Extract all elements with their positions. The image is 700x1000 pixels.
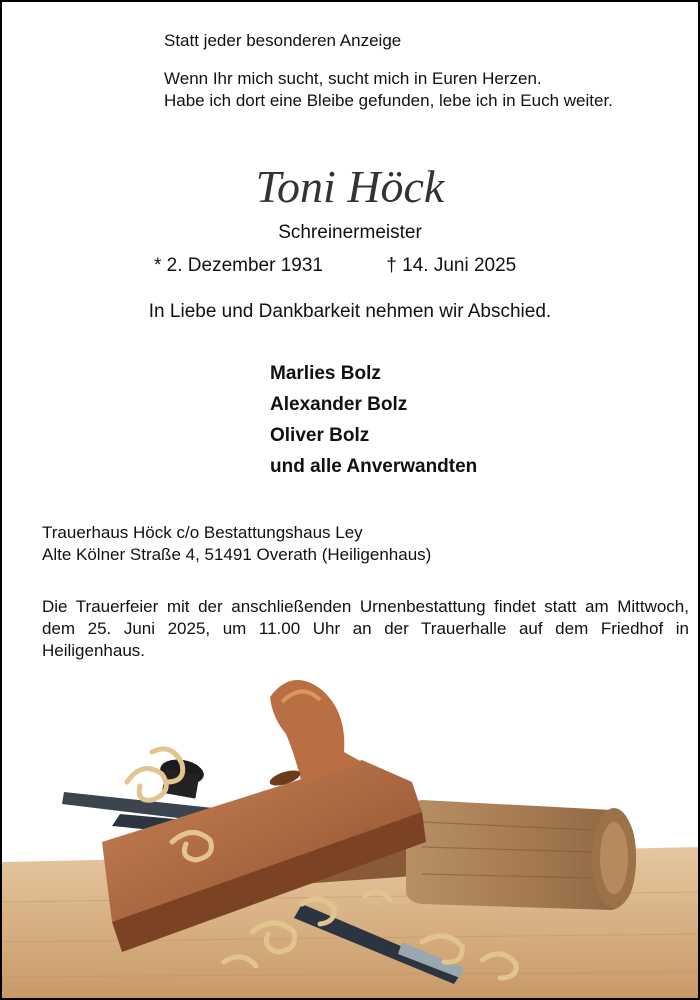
- life-dates: [154, 255, 516, 277]
- address-line-2: Alte Kölner Straße 4, 51491 Overath (Heiligenhaus): [42, 545, 432, 564]
- mourner: Oliver Bolz: [270, 425, 370, 446]
- notice-header: Statt jeder besonderen Anzeige: [164, 31, 402, 50]
- intro-block: [164, 30, 613, 112]
- deceased-name: Toni Höck: [255, 161, 445, 212]
- mourners-list: [270, 358, 477, 482]
- mourning-address: [42, 522, 431, 566]
- poem-line-2: Habe ich dort eine Bleibe gefunden, lebe ich in Euch weiter.: [164, 91, 613, 110]
- mourner: und alle Anverwandten: [270, 456, 478, 477]
- farewell-line: In Liebe und Dankbarkeit nehmen wir Abschied.: [148, 301, 552, 322]
- ceremony-details: Die Trauerfeier mit der anschließenden Urnenbestattung findet statt am Mittwoch, dem 25. Juni 2025, um 11.00 Uhr an der Trauerhalle auf dem Friedhof in Heiligenhaus.: [42, 597, 689, 660]
- mourner: Marlies Bolz: [270, 363, 381, 384]
- address-line-1: Trauerhaus Höck c/o Bestattungshaus Ley: [42, 523, 363, 542]
- death-date: † 14. Juni 2025: [386, 255, 517, 276]
- poem-line-1: Wenn Ihr mich sucht, sucht mich in Euren Herzen.: [164, 69, 542, 88]
- woodworking-tools-photo: [2, 642, 698, 998]
- birth-date: * 2. Dezember 1931: [154, 255, 323, 276]
- profession: Schreinermeister: [278, 222, 422, 243]
- mourner: Alexander Bolz: [270, 394, 408, 415]
